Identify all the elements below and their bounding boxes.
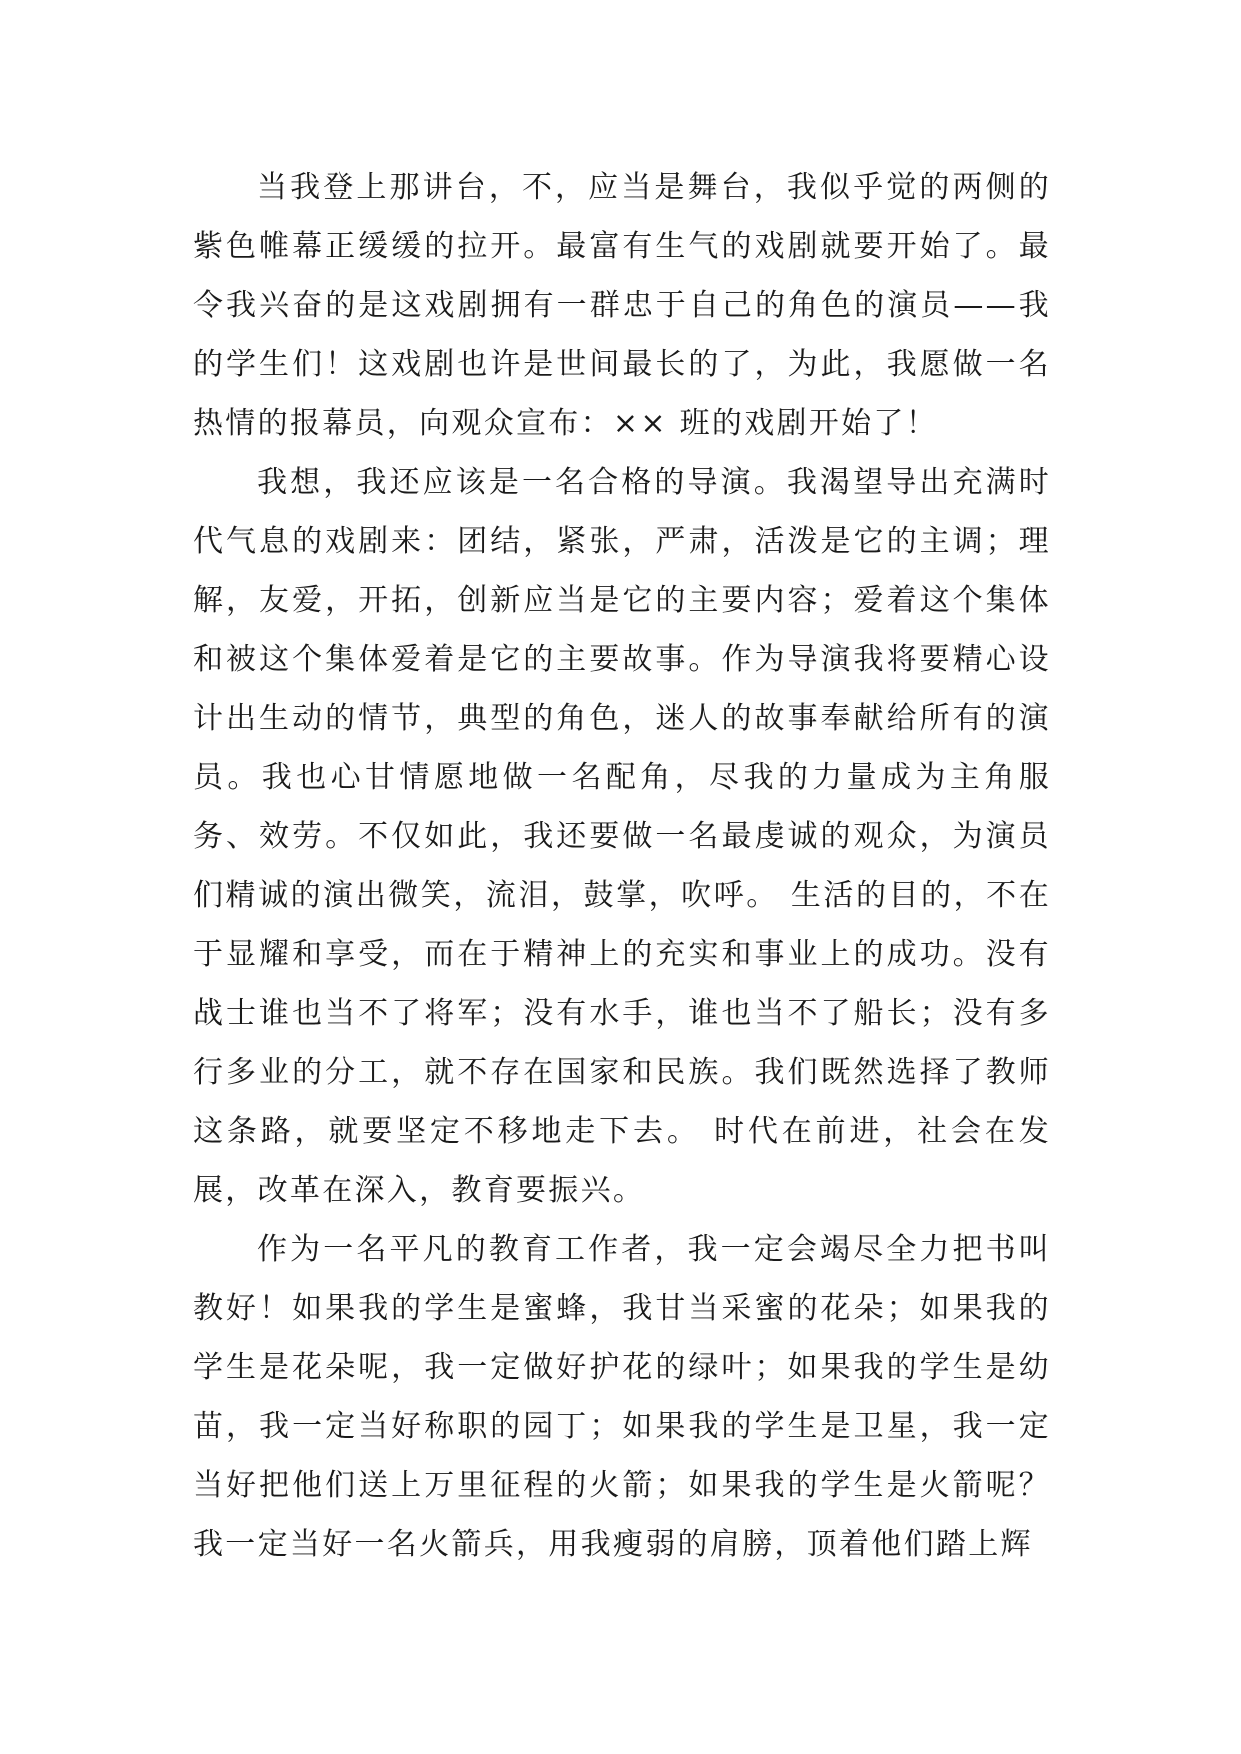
document-body — [193, 158, 1051, 1574]
paragraph-1: 当我登上那讲台，不，应当是舞台，我似乎觉的两侧的紫色帷幕正缓缓的拉开。最富有生气的戏剧就要开始了。最令我兴奋的是这戏剧拥有一群忠于自己的角色的演员——我的学生们！这戏剧也许是世间最长的了，为此，我愿做一名热情的报幕员，向观众宣布：×× 班的戏剧开始了！ — [193, 170, 1051, 441]
paragraph-3: 作为一名平凡的教育工作者，我一定会竭尽全力把书叫教好！如果我的学生是蜜蜂，我甘当采蜜的花朵；如果我的学生是花朵呢，我一定做好护花的绿叶；如果我的学生是幼苗，我一定当好称职的园丁；如果我的学生是卫星，我一定当好把他们送上万里征程的火箭；如果我的学生是火箭呢？我一定当好一名火箭兵，用我瘦弱的肩膀，顶着他们踏上辉 — [193, 1232, 1051, 1562]
paragraph-2: 我想，我还应该是一名合格的导演。我渴望导出充满时代气息的戏剧来：团结，紧张，严肃，活泼是它的主调；理解，友爱，开拓，创新应当是它的主要内容；爱着这个集体和被这个集体爱着是它的主要故事。作为导演我将要精心设计出生动的情节，典型的角色，迷人的故事奉献给所有的演员。我也心甘情愿地做一名配角，尽我的力量成为主角服务、效劳。不仅如此，我还要做一名最虔诚的观众，为演员们精诚的演出微笑，流泪，鼓掌，吹呼。 生活的目的，不在于显耀和享受，而在于精神上的充实和事业上的成功。没有战士谁也当不了将军；没有水手，谁也当不了船长；没有多行多业的分工，就不存在国家和民族。我们既然选择了教师这条路，就要坚定不移地走下去。 时代在前进，社会在发展，改革在深入，教育要振兴。 — [193, 465, 1051, 1208]
